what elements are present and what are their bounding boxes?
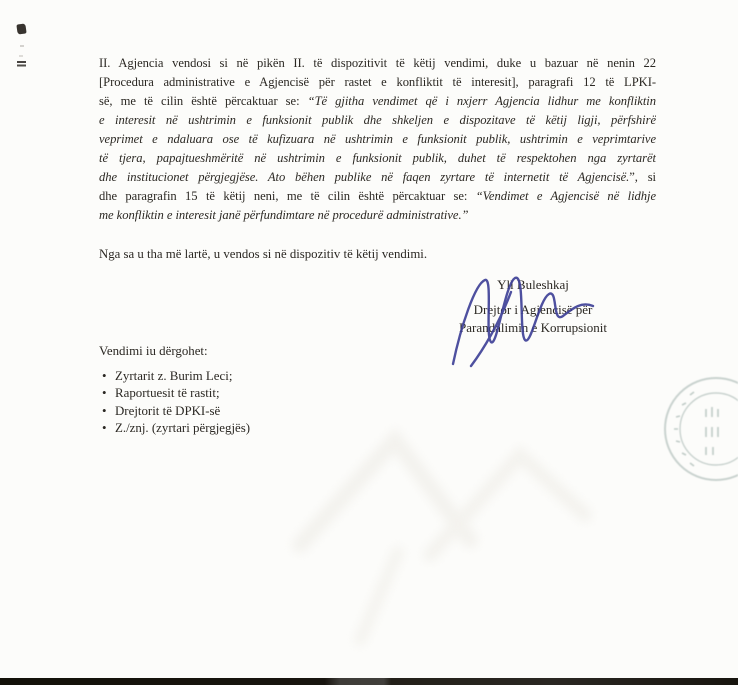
scan-mark bbox=[17, 61, 26, 68]
signatory-title-line2: Parandalimin e Korrupsionit bbox=[458, 319, 608, 335]
distribution-list bbox=[99, 368, 250, 437]
scan-mark bbox=[20, 45, 24, 47]
text-line: të tjera, papajtueshmëritë në ushtrimin e funksionit publik, duhet të respektohen nga zyrtarët bbox=[99, 151, 656, 165]
legal-paragraph bbox=[99, 54, 656, 225]
distribution-item: • Raportuesit të rastit; bbox=[99, 385, 250, 402]
signature-block bbox=[403, 276, 663, 336]
text-line: me konfliktin e interesit janë përfundimtare në procedurë administrative.” bbox=[99, 208, 469, 222]
text-line: veprimet e ndaluara ose të kufizuara në ushtrimin e funksionit publik, ushtrimin e veprimtarive bbox=[99, 132, 656, 146]
distribution-item: • Zyrtarit z. Burim Leci; bbox=[99, 368, 250, 385]
scan-mark bbox=[16, 23, 26, 34]
scan-mark bbox=[19, 55, 23, 57]
text-line: dhe paragrafin 15 të këtij neni, me të cilin është përcaktuar se: “Vendimet e Agjencisë në lidhje bbox=[99, 189, 656, 203]
text-line: e interesit në ushtrimin e funksionit publik dhe shkeljen e dispozitave të këtij ligji, përfshirë bbox=[99, 113, 656, 127]
text-line: [Procedura administrative e Agjencisë për rastet e konfliktit të interesit], paragrafi 12 të LPKI- bbox=[99, 75, 656, 89]
distribution-heading: Vendimi iu dërgohet: bbox=[99, 344, 208, 358]
text-line: së, me të cilin është përcaktuar se: “Të gjitha vendimet që i nxjerr Agjencia lidhur me konfliktin bbox=[99, 94, 656, 108]
signatory-name: Yll Buleshkaj bbox=[497, 277, 569, 292]
signatory-title-line1: Drejtor i Agjencisë për bbox=[473, 302, 593, 317]
closing-line: Nga sa u tha më lartë, u vendos si në dispozitiv të këtij vendimi. bbox=[99, 247, 428, 261]
distribution-item: • Z./znj. (zyrtari përgjegjës) bbox=[99, 420, 250, 437]
distribution-item: • Drejtorit të DPKI-së bbox=[99, 403, 250, 420]
text-line: dhe institucionet përgjegjëse. Ato bëhen publike në faqen zyrtare të internetit të Agjencisë.”, si bbox=[99, 170, 656, 184]
scan-edge-bar bbox=[0, 678, 738, 685]
text-line: II. Agjencia vendosi si në pikën II. të dispozitivit të këtij vendimi, duke u bazuar në nenin 22 bbox=[99, 56, 656, 70]
official-stamp-icon bbox=[650, 365, 738, 495]
